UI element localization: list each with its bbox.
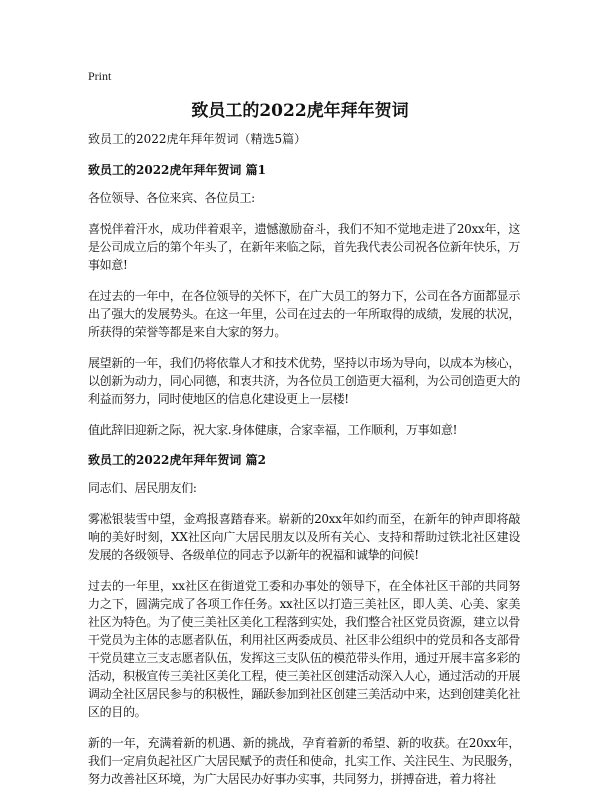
paragraph: 值此辞旧迎新之际，祝大家.身体健康，合家幸福，工作顺利，万事如意! xyxy=(88,423,458,437)
paragraph: 展望新的一年，我们仍将依靠人才和技术优势，坚持以市场为导向，以成本为核心，以创新为动力，同心同德，和衷共济，为各位员工创造更大福利，为公司创造更大的利益而努力，同时使地区的信息化建设更上一层楼! xyxy=(88,356,520,406)
print-label[interactable]: Print xyxy=(88,69,112,83)
paragraph: 雾凇银装雪中望，金鸡报喜踏春来。崭新的20xx年如约而至，在新年的钟声即将敲响的美好时刻，XX社区向广大居民朋友以及所有关心、支持和帮助过铁北社区建设发展的各级领导、各级单位的同志予以新年的祝福和诚挚的问候! xyxy=(88,512,520,562)
section-heading: 致员工的2022虎年拜年贺词 篇1 xyxy=(88,163,266,177)
paragraph: 同志们、居民朋友们: xyxy=(88,481,197,495)
document-title: 致员工的2022虎年拜年贺词 xyxy=(191,101,409,121)
paragraph: 各位领导、各位来宾、各位员工: xyxy=(88,191,255,205)
paragraph: 过去的一年里，xx社区在街道党工委和办事处的领导下，在全体社区干部的共同努力之下，圆满完成了各项工作任务。xx社区以打造三美社区，即人美、心美、家美社区为特色。为了使三美社区美化工程落到实处，我们整合社区党员资源，建立以骨干党员为主体的志愿者队伍，利用社区两委成员、社区非公组织中的党员和各支部骨干党员建立三支志愿者队伍，发挥这三支队伍的模范带头作用，通过开展丰富多彩的活动，积极宣传三美社区美化工程，使三美社区创建活动深入人心，通过活动的开展调动全社区居民参与的积极性，踊跃参加到社区创建三美活动中来，达到创建美化社区的目的。 xyxy=(88,579,520,719)
paragraph: 在过去的一年中，在各位领导的关怀下，在广大员工的努力下，公司在各方面都显示出了强大的发展势头。在这一年里，公司在过去的一年所取得的成绩，发展的状况，所获得的荣誉等都是来自大家的努力。 xyxy=(88,289,520,339)
section-heading: 致员工的2022虎年拜年贺词 篇2 xyxy=(88,453,266,467)
document-body xyxy=(88,131,520,801)
section-1 xyxy=(88,162,520,439)
paragraph: 喜悦伴着汗水，成功伴着艰辛，遗憾激励奋斗，我们不知不觉地走进了20xx年，这是公司成立后的第个年头了，在新年来临之际，首先我代表公司祝各位新年快乐，万事如意! xyxy=(88,222,520,272)
document-subtitle: 致员工的2022虎年拜年贺词（精选5篇） xyxy=(88,132,307,146)
section-2 xyxy=(88,452,520,788)
paragraph: 新的一年，充满着新的机遇、新的挑战，孕育着新的希望、新的收获。在20xx年，我们一定肩负起社区广大居民赋予的责任和使命，扎实工作、关注民生、为民服务，努力改善社区环境，为广大居民办好事办实事，共同努力，拼搏奋进，着力将社 xyxy=(88,736,520,786)
